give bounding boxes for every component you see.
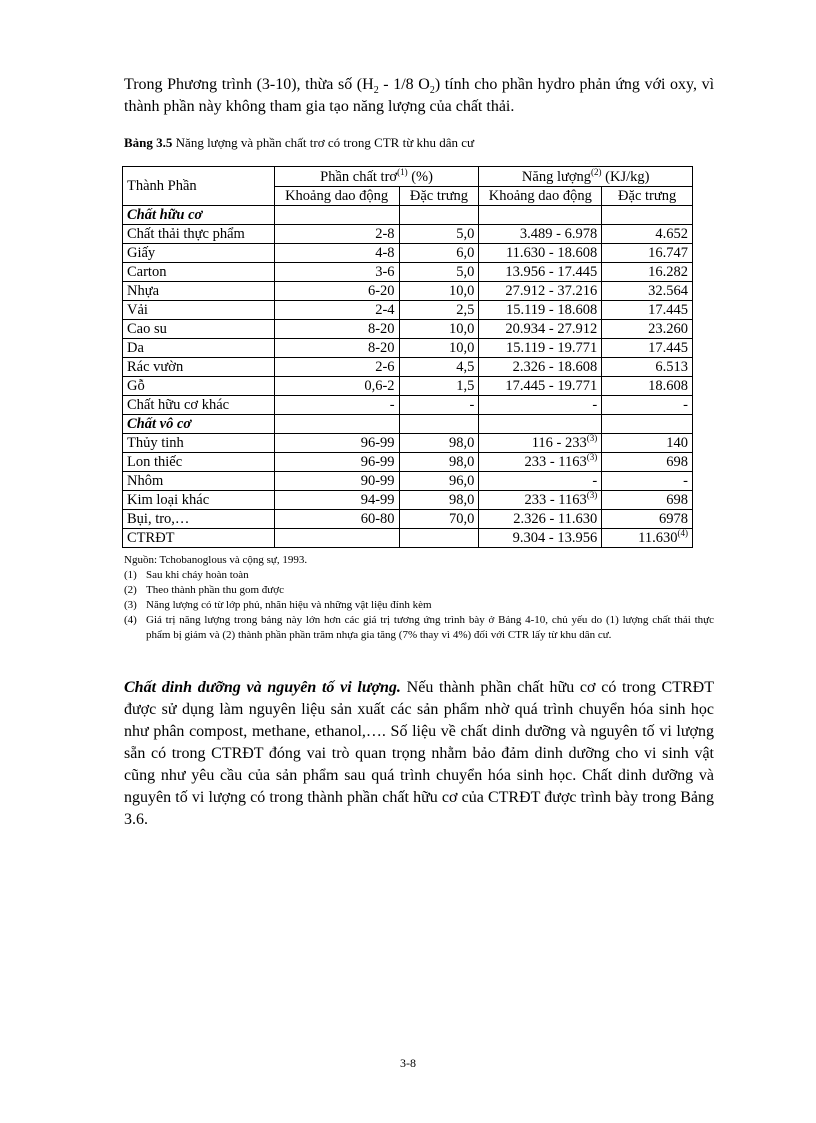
- note-item: [124, 583, 714, 598]
- cell-energy-range: [479, 358, 602, 377]
- cell-inert-range: [274, 301, 399, 320]
- subheader-inert-typical: Đặc trưng: [399, 187, 479, 206]
- cell-component: [123, 491, 275, 510]
- cell-energy-range-value: 13.956 - 17.445: [505, 264, 598, 280]
- body-paragraph: [124, 677, 714, 831]
- group-row-inorganic: [123, 415, 693, 434]
- cell-energy-typical: [602, 339, 693, 358]
- cell-energy-range-value: 2.326 - 11.630: [513, 511, 598, 527]
- cell-inert-range: [274, 320, 399, 339]
- cell-inert-typical-value: 98,0: [449, 492, 475, 508]
- cell-energy-typical: [602, 358, 693, 377]
- cell-component-value: Bụi, tro,…: [127, 511, 190, 527]
- cell-energy-typical-value: 16.282: [648, 264, 688, 280]
- cell-inert-typical: [399, 358, 479, 377]
- cell-inert-range: [274, 358, 399, 377]
- cell-energy-typical-value: 4.652: [655, 226, 688, 242]
- note-number: (3): [124, 599, 137, 611]
- cell-inert-range-value: -: [389, 397, 395, 413]
- cell-energy-range: [479, 225, 602, 244]
- cell-energy-range-value: 11.630 - 18.608: [505, 245, 598, 261]
- cell-inert-typical-value: 70,0: [449, 511, 475, 527]
- cell-energy-typical-value: 698: [666, 492, 688, 508]
- group-row-organic: [123, 206, 693, 225]
- table-header-row: [123, 167, 693, 187]
- cell-component: [123, 301, 275, 320]
- table-row: [123, 377, 693, 396]
- cell-inert-range-value: 96-99: [360, 435, 395, 451]
- page-number: 3-8: [400, 1056, 416, 1070]
- subheader-energy-range: Khoảng dao động: [479, 187, 602, 206]
- table-caption: [124, 134, 474, 152]
- cell-component-value: Kim loại khác: [127, 492, 210, 508]
- cell-inert-range: [274, 510, 399, 529]
- cell-energy-typical-value: 6.513: [655, 359, 688, 375]
- cell-energy-typical-value: 18.608: [648, 378, 688, 394]
- note-item: [124, 598, 714, 613]
- cell-inert-typical: [399, 434, 479, 453]
- cell-energy-range-value: 116 - 233: [531, 435, 587, 451]
- header-inert: [274, 167, 479, 187]
- cell-inert-range: [274, 491, 399, 510]
- cell-inert-typical-value: 98,0: [449, 454, 475, 470]
- cell-energy-range: [479, 434, 602, 453]
- cell-inert-range: [274, 263, 399, 282]
- cell-component: [123, 225, 275, 244]
- cell-energy-range: [479, 301, 602, 320]
- table-row: [123, 244, 693, 263]
- cell-energy-range-value: 20.934 - 27.912: [505, 321, 598, 337]
- cell-inert-range-value: 94-99: [360, 492, 395, 508]
- cell-component-value: Nhôm: [127, 473, 164, 489]
- group-label-inorganic: Chất vô cơ: [123, 415, 275, 434]
- cell-inert-typical: [399, 510, 479, 529]
- cell-component: [123, 453, 275, 472]
- cell-component-value: Chất thải thực phẩm: [127, 226, 245, 242]
- cell-energy-range-value: 2.326 - 18.608: [512, 359, 598, 375]
- cell-component-value: Chất hữu cơ khác: [127, 397, 230, 413]
- cell-energy-range: [479, 529, 602, 548]
- cell-energy-range-value: -: [592, 473, 598, 489]
- cell-inert-range-value: 3-6: [375, 264, 395, 280]
- cell-component: [123, 510, 275, 529]
- cell-inert-range-value: 0,6-2: [364, 378, 395, 394]
- header-inert-sup: (1): [397, 166, 408, 177]
- cell-component-value: CTRĐT: [127, 530, 175, 546]
- cell-inert-typical: [399, 529, 479, 548]
- cell-inert-typical: [399, 244, 479, 263]
- cell-energy-typical-value: 16.747: [648, 245, 688, 261]
- cell-component-value: Cao su: [127, 321, 167, 337]
- intro-subscript-1: 2: [373, 85, 379, 97]
- cell-energy-typical: [602, 244, 693, 263]
- cell-energy-typical: [602, 282, 693, 301]
- cell-energy-range: [479, 472, 602, 491]
- cell-component: [123, 434, 275, 453]
- cell-energy-range: [479, 282, 602, 301]
- cell-energy-range-value: 27.912 - 37.216: [505, 283, 598, 299]
- note-text: Giá trị năng lượng trong bảng này lớn hơn các giá trị tương ứng trình bày ở Bảng 4-10, chủ yếu do (1) lượng chất thải thực phẩm bị giảm và (2) thành phần phần trăm nhựa gia tăng (7% thay vì 4%) đối với CTR lấy từ khu dân cư.: [146, 614, 714, 641]
- cell-inert-typical-value: 98,0: [449, 435, 475, 451]
- table-row: [123, 510, 693, 529]
- cell-energy-range-sup: (3): [586, 452, 598, 463]
- group-label-organic: Chất hữu cơ: [123, 206, 275, 225]
- cell-component-value: Gỗ: [127, 378, 145, 394]
- intro-paragraph: [124, 74, 714, 118]
- cell-energy-typical: [602, 472, 693, 491]
- cell-inert-range: [274, 282, 399, 301]
- intro-text-3: ) tính cho phần hydro phản ứng với oxy, vì thành phần này không tham gia tạo năng lượng của chất thải.: [124, 76, 715, 115]
- cell-energy-typical: [602, 396, 693, 415]
- table-notes: [124, 553, 714, 643]
- cell-energy-typical-value: 698: [666, 454, 688, 470]
- subheader-inert-range: Khoảng dao động: [274, 187, 399, 206]
- cell-energy-typical: [602, 225, 693, 244]
- header-energy: [479, 167, 693, 187]
- cell-energy-range-value: 17.445 - 19.771: [505, 378, 598, 394]
- table-row: [123, 320, 693, 339]
- cell-inert-range: [274, 453, 399, 472]
- cell-inert-typical: [399, 301, 479, 320]
- cell-energy-typical-value: 140: [666, 435, 688, 451]
- cell-inert-range-value: 6-20: [367, 283, 395, 299]
- table-row: [123, 225, 693, 244]
- cell-component: [123, 396, 275, 415]
- note-text: Theo thành phần thu gom được: [146, 584, 284, 596]
- cell-inert-typical: [399, 377, 479, 396]
- cell-energy-range-value: 233 - 1163: [524, 454, 587, 470]
- cell-energy-typical-value: 32.564: [648, 283, 688, 299]
- table-row: [123, 301, 693, 320]
- cell-energy-range-value: 15.119 - 18.608: [505, 302, 598, 318]
- cell-energy-typical: [602, 491, 693, 510]
- cell-inert-range-value: 8-20: [367, 340, 395, 356]
- cell-energy-typical-value: 17.445: [648, 340, 688, 356]
- cell-inert-typical: [399, 225, 479, 244]
- table-caption-label: Bảng 3.5: [124, 135, 173, 150]
- cell-energy-typical: [602, 377, 693, 396]
- cell-inert-typical-value: 6,0: [456, 245, 475, 261]
- cell-component-value: Nhựa: [127, 283, 160, 299]
- note-text: Sau khi cháy hoàn toàn: [146, 569, 249, 581]
- cell-energy-range: [479, 244, 602, 263]
- cell-component-value: Giấy: [127, 245, 156, 261]
- cell-energy-typical-value: 17.445: [648, 302, 688, 318]
- cell-component-value: Carton: [127, 264, 167, 280]
- cell-inert-range-value: 96-99: [360, 454, 395, 470]
- cell-inert-range: [274, 225, 399, 244]
- cell-energy-range-sup: (3): [586, 433, 598, 444]
- cell-inert-range: [274, 472, 399, 491]
- cell-energy-range: [479, 263, 602, 282]
- table-row: [123, 529, 693, 548]
- cell-inert-range: [274, 339, 399, 358]
- cell-energy-range-value: 15.119 - 19.771: [505, 340, 598, 356]
- cell-energy-typical-sup: (4): [677, 528, 688, 539]
- table-row: [123, 434, 693, 453]
- notes-source: Nguồn: Tchobanoglous và cộng sự, 1993.: [124, 554, 308, 566]
- paragraph-body: Nếu thành phần chất hữu cơ có trong CTRĐT được sử dụng làm nguyên liệu sản xuất các sản phẩm nhờ quá trình chuyển hóa sinh học như phân compost, methane, ethanol,…. Số liệu về chất dinh dưỡng và nguyên tố vi lượng sẵn có trong CTRĐT đóng vai trò quan trọng nhằm bảo đảm dinh dưỡng cho vi sinh vật cũng như yêu cầu của sản phẩm sau quá trình chuyển hóa sinh học. Chất dinh dưỡng và nguyên tố vi lượng có trong thành phần chất hữu cơ của CTRĐT được trình bày trong Bảng 3.6.: [124, 679, 714, 828]
- cell-inert-range-value: 8-20: [367, 321, 395, 337]
- cell-component-value: Thủy tinh: [127, 435, 184, 451]
- cell-energy-range: [479, 453, 602, 472]
- intro-subscript-2: 2: [429, 85, 435, 97]
- cell-component-value: Da: [127, 340, 144, 356]
- header-energy-label: Năng lượng: [521, 168, 592, 185]
- cell-inert-range: [274, 396, 399, 415]
- cell-component: [123, 339, 275, 358]
- cell-inert-typical: [399, 320, 479, 339]
- cell-energy-typical-value: -: [683, 397, 688, 413]
- header-inert-label: Phần chất trơ: [320, 168, 398, 185]
- cell-inert-typical-value: -: [469, 397, 475, 413]
- header-energy-sup: (2): [591, 166, 602, 177]
- table-row: [123, 282, 693, 301]
- cell-energy-range: [479, 396, 602, 415]
- cell-inert-typical: [399, 491, 479, 510]
- cell-energy-range-value: 9.304 - 13.956: [512, 530, 598, 546]
- cell-energy-typical: [602, 320, 693, 339]
- cell-energy-typical-value: 6978: [659, 511, 688, 527]
- cell-inert-typical-value: 10,0: [449, 340, 475, 356]
- cell-energy-typical: [602, 510, 693, 529]
- cell-energy-typical: [602, 263, 693, 282]
- cell-component-value: Vải: [127, 302, 148, 318]
- header-energy-unit: (KJ/kg): [601, 168, 650, 185]
- cell-energy-range: [479, 510, 602, 529]
- table-row: [123, 396, 693, 415]
- cell-energy-range: [479, 320, 602, 339]
- cell-inert-range-value: 60-80: [360, 511, 395, 527]
- cell-inert-typical-value: 5,0: [456, 226, 475, 242]
- cell-inert-range-value: 90-99: [360, 473, 395, 489]
- cell-component-value: Rác vườn: [127, 359, 184, 375]
- cell-energy-typical-value: 11.630: [638, 530, 678, 546]
- cell-inert-typical-value: 2,5: [456, 302, 475, 318]
- cell-energy-typical: [602, 453, 693, 472]
- cell-energy-range: [479, 491, 602, 510]
- energy-inert-table: [122, 166, 693, 548]
- cell-inert-typical: [399, 339, 479, 358]
- paragraph-lead: Chất dinh dưỡng và nguyên tố vi lượng.: [124, 679, 401, 696]
- cell-inert-typical-value: 96,0: [449, 473, 475, 489]
- table-row: [123, 453, 693, 472]
- cell-inert-typical: [399, 282, 479, 301]
- note-item: [124, 568, 714, 583]
- table-row: [123, 339, 693, 358]
- cell-component: [123, 282, 275, 301]
- cell-component: [123, 244, 275, 263]
- note-item: [124, 613, 714, 643]
- header-inert-unit: (%): [407, 168, 433, 185]
- table-row: [123, 263, 693, 282]
- note-number: (4): [124, 614, 137, 626]
- header-component: Thành Phần: [123, 167, 275, 206]
- cell-inert-typical: [399, 472, 479, 491]
- table-row: [123, 491, 693, 510]
- cell-inert-typical-value: 10,0: [449, 321, 475, 337]
- note-number: (2): [124, 584, 137, 596]
- cell-component: [123, 263, 275, 282]
- cell-inert-typical-value: 1,5: [456, 378, 475, 394]
- cell-inert-typical-value: 5,0: [456, 264, 475, 280]
- cell-energy-typical-value: 23.260: [648, 321, 688, 337]
- cell-component-value: Lon thiếc: [127, 454, 183, 470]
- cell-inert-range-value: 4-8: [375, 245, 395, 261]
- cell-inert-range: [274, 244, 399, 263]
- cell-inert-typical-value: 4,5: [456, 359, 475, 375]
- cell-inert-typical: [399, 396, 479, 415]
- cell-component: [123, 529, 275, 548]
- cell-energy-range-value: 233 - 1163: [524, 492, 587, 508]
- table-caption-text: Năng lượng và phần chất trơ có trong CTR từ khu dân cư: [172, 135, 475, 150]
- intro-text-1: Trong Phương trình (3-10), thừa số (H: [124, 76, 374, 93]
- cell-component: [123, 472, 275, 491]
- cell-energy-range-value: 3.489 - 6.978: [519, 226, 598, 242]
- note-text: Năng lượng có từ lớp phủ, nhãn hiệu và những vật liệu đính kèm: [146, 599, 432, 611]
- cell-inert-range-value: 2-6: [375, 359, 395, 375]
- cell-energy-typical: [602, 434, 693, 453]
- cell-inert-range: [274, 529, 399, 548]
- cell-inert-range: [274, 434, 399, 453]
- subheader-energy-typical: Đặc trưng: [602, 187, 693, 206]
- cell-inert-range: [274, 377, 399, 396]
- note-number: (1): [124, 569, 137, 581]
- intro-text-2: - 1/8 O: [378, 76, 430, 93]
- cell-inert-typical-value: 10,0: [449, 283, 475, 299]
- cell-inert-typical: [399, 263, 479, 282]
- cell-inert-range-value: 2-8: [375, 226, 395, 242]
- cell-energy-typical: [602, 301, 693, 320]
- cell-component: [123, 320, 275, 339]
- cell-energy-range: [479, 377, 602, 396]
- cell-inert-range-value: 2-4: [375, 302, 395, 318]
- cell-component: [123, 377, 275, 396]
- cell-energy-range-sup: (3): [586, 490, 598, 501]
- table-row: [123, 358, 693, 377]
- cell-inert-typical: [399, 453, 479, 472]
- table-row: [123, 472, 693, 491]
- cell-energy-range: [479, 339, 602, 358]
- cell-component: [123, 358, 275, 377]
- cell-energy-typical-value: -: [683, 473, 688, 489]
- cell-energy-typical: [602, 529, 693, 548]
- cell-energy-range-value: -: [592, 397, 598, 413]
